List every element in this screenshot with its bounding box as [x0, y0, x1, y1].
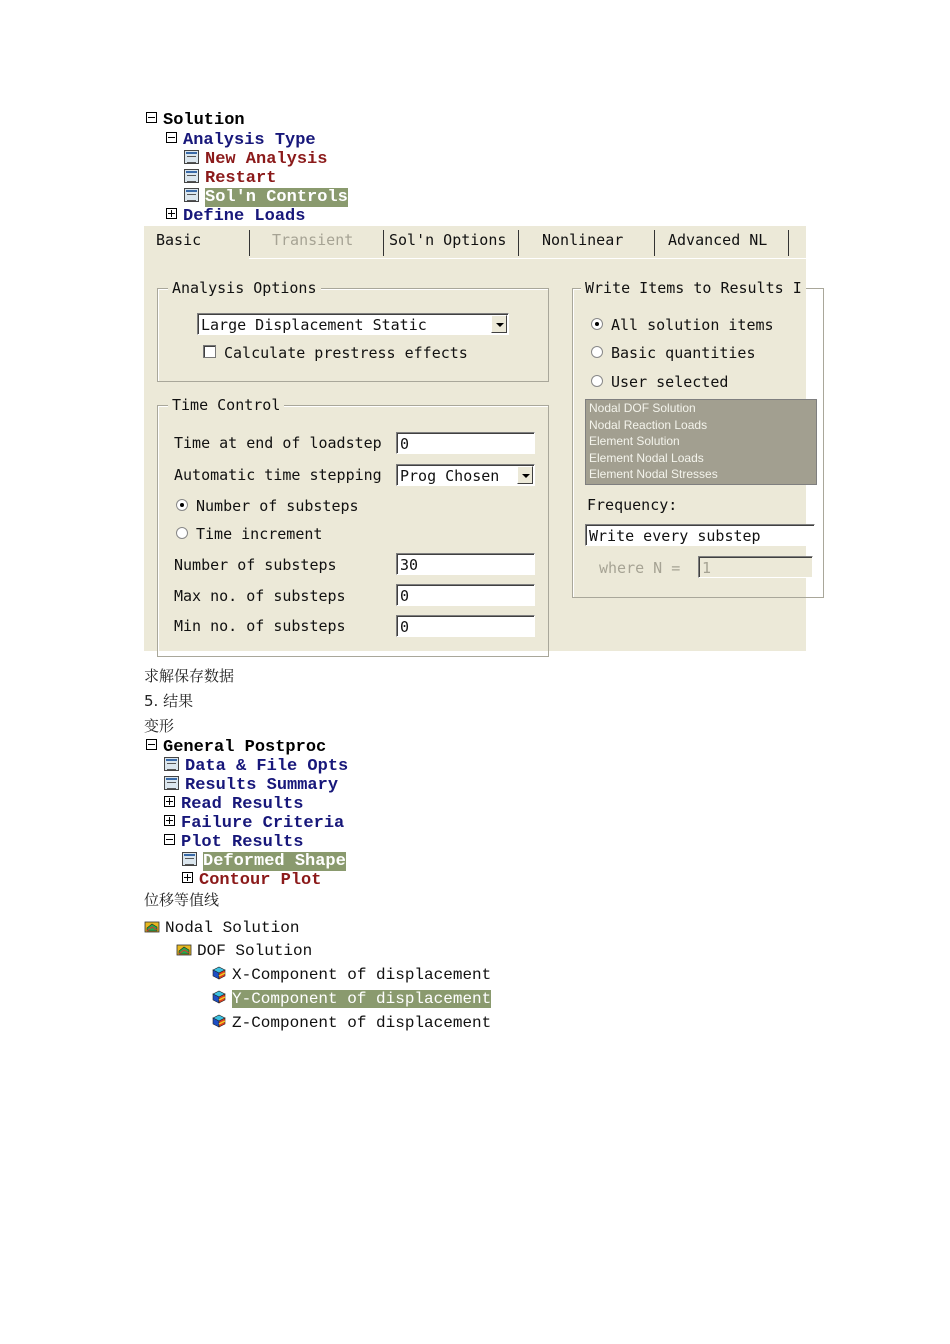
list-item[interactable]: Element Solution	[589, 434, 680, 449]
frequency-label: Frequency:	[587, 496, 678, 514]
time-control-legend: Time Control	[168, 396, 284, 414]
tree-item-y-component[interactable]	[211, 989, 491, 1009]
time-end-input[interactable]	[396, 432, 535, 454]
tree-label: Results Summary	[185, 776, 339, 795]
tab-label: Sol'n Options	[389, 231, 507, 249]
select-value: Write every substep	[589, 527, 761, 545]
tree-label: Failure Criteria	[181, 814, 345, 833]
tree-item-general-postproc[interactable]	[146, 738, 326, 757]
tree-item-nodal-solution[interactable]	[144, 918, 299, 938]
tree-label: Solution	[163, 111, 245, 130]
contour-cube-icon	[211, 1014, 227, 1028]
radio-icon[interactable]	[176, 499, 188, 511]
radio-time-increment[interactable]	[176, 525, 322, 543]
tree-item-data-file-opts[interactable]	[164, 757, 348, 776]
num-substeps-label: Number of substeps	[174, 556, 337, 574]
dialog-doc-icon	[184, 188, 199, 202]
expand-icon[interactable]	[182, 872, 193, 883]
radio-label: Number of substeps	[196, 497, 359, 515]
tree-item-z-component[interactable]	[211, 1013, 491, 1033]
nodal-solution-tree	[144, 916, 504, 1030]
select-value: Large Displacement Static	[201, 316, 427, 334]
tree-item-read-results[interactable]	[164, 795, 303, 814]
tree-label: Plot Results	[181, 833, 304, 852]
expand-icon[interactable]	[164, 815, 175, 826]
tab-label: Basic	[156, 231, 202, 249]
max-substeps-label: Max no. of substeps	[174, 587, 346, 605]
tree-item-soln-controls[interactable]	[184, 188, 348, 207]
tab-label: Advanced NL	[668, 231, 768, 249]
radio-label: All solution items	[611, 316, 774, 334]
tab-label: Nonlinear	[542, 231, 624, 249]
collapse-icon[interactable]	[146, 112, 157, 123]
folder-plot-icon	[144, 919, 160, 933]
solution-tree	[146, 111, 366, 226]
tree-label: Y-Component of displacement	[232, 990, 492, 1008]
analysis-type-select[interactable]	[197, 313, 509, 335]
solution-controls-dialog	[144, 226, 806, 651]
contour-cube-icon	[211, 990, 227, 1004]
min-substeps-input[interactable]	[396, 615, 535, 637]
radio-icon[interactable]	[591, 318, 603, 330]
write-items-legend: Write Items to Results I	[581, 279, 806, 297]
dialog-doc-icon	[164, 757, 179, 771]
results-heading: 5. 结果	[144, 692, 194, 710]
prestress-checkbox[interactable]	[203, 344, 468, 362]
tree-label: New Analysis	[205, 150, 328, 169]
postproc-tree	[146, 738, 376, 890]
expand-icon[interactable]	[166, 208, 177, 219]
radio-basic-quantities[interactable]	[591, 344, 756, 362]
max-substeps-input[interactable]	[396, 584, 535, 606]
radio-label: User selected	[611, 373, 729, 391]
where-n-label: where N =	[599, 559, 681, 577]
where-n-input[interactable]	[698, 556, 813, 578]
folder-plot-icon	[176, 942, 192, 956]
tree-label: Analysis Type	[183, 131, 316, 150]
input-value: 0	[400, 618, 410, 636]
time-end-label: Time at end of loadstep	[174, 434, 382, 452]
tab-soln-options[interactable]	[389, 226, 506, 256]
displacement-contour-text: 位移等值线	[144, 891, 220, 909]
tree-item-results-summary[interactable]	[164, 776, 338, 795]
dialog-doc-icon	[164, 776, 179, 790]
auto-step-label: Automatic time stepping	[174, 466, 382, 484]
input-value: 1	[702, 559, 712, 577]
input-value: 0	[400, 587, 410, 605]
tree-item-dof-solution[interactable]	[176, 941, 312, 961]
tree-item-analysis-type[interactable]	[166, 131, 316, 150]
chevron-down-icon[interactable]	[517, 466, 533, 484]
tab-transient[interactable]	[272, 226, 353, 256]
tree-item-solution[interactable]	[146, 111, 245, 130]
tree-label: X-Component of displacement	[232, 966, 492, 984]
tab-divider	[654, 230, 655, 256]
tree-item-x-component[interactable]	[211, 965, 491, 985]
tree-item-new-analysis[interactable]	[184, 150, 327, 169]
dialog-doc-icon	[182, 852, 197, 866]
tab-advanced-nl[interactable]	[668, 226, 767, 256]
radio-icon[interactable]	[176, 527, 188, 539]
num-substeps-input[interactable]	[396, 553, 535, 575]
contour-cube-icon	[211, 966, 227, 980]
radio-all-solution-items[interactable]	[591, 316, 774, 334]
chevron-down-icon[interactable]	[491, 315, 507, 333]
tree-label: Sol'n Controls	[205, 188, 348, 207]
checkbox-icon[interactable]	[203, 345, 216, 358]
list-item[interactable]: Nodal DOF Solution	[589, 401, 696, 415]
collapse-icon[interactable]	[146, 739, 157, 750]
collapse-icon[interactable]	[164, 834, 175, 845]
tab-divider	[383, 230, 384, 256]
radio-label: Time increment	[196, 525, 323, 543]
tree-label: Deformed Shape	[203, 852, 346, 871]
tree-item-define-loads[interactable]	[166, 207, 305, 226]
tree-label: General Postproc	[163, 738, 327, 757]
tab-nonlinear[interactable]	[542, 226, 623, 256]
results-items-list[interactable]	[585, 399, 817, 485]
tab-divider	[518, 230, 519, 256]
tree-label: Read Results	[181, 795, 304, 814]
checkbox-label: Calculate prestress effects	[224, 344, 468, 362]
frequency-select[interactable]	[585, 524, 815, 546]
auto-step-select[interactable]	[396, 464, 535, 486]
tab-divider	[249, 230, 250, 256]
input-value: 0	[400, 435, 410, 453]
list-item[interactable]: Nodal Reaction Loads	[589, 417, 708, 432]
expand-icon[interactable]	[164, 796, 175, 807]
min-substeps-label: Min no. of substeps	[174, 617, 346, 635]
tree-item-deformed-shape[interactable]	[182, 852, 346, 871]
radio-icon[interactable]	[591, 346, 603, 358]
input-value: 30	[400, 556, 419, 574]
radio-label: Basic quantities	[611, 344, 756, 362]
tree-label: Z-Component of displacement	[232, 1014, 492, 1032]
radio-user-selected[interactable]	[591, 373, 728, 391]
tree-label: Contour Plot	[199, 871, 322, 890]
tab-basic[interactable]	[156, 226, 201, 256]
tree-item-failure-criteria[interactable]	[164, 814, 344, 833]
deformation-text: 变形	[144, 717, 175, 735]
tree-label: Nodal Solution	[165, 919, 300, 937]
tree-item-contour-plot[interactable]	[182, 871, 321, 890]
list-item[interactable]: Element Nodal Loads	[589, 450, 704, 465]
dialog-doc-icon	[184, 150, 199, 164]
tab-divider	[788, 230, 789, 256]
tree-item-restart[interactable]	[184, 169, 276, 188]
radio-number-of-substeps[interactable]	[176, 497, 359, 515]
tree-label: DOF Solution	[197, 942, 313, 960]
select-value: Prog Chosen	[400, 467, 500, 485]
collapse-icon[interactable]	[166, 132, 177, 143]
tab-label: Transient	[272, 231, 354, 249]
radio-icon[interactable]	[591, 375, 603, 387]
tab-baseline	[249, 258, 806, 259]
save-data-text: 求解保存数据	[144, 667, 235, 685]
tree-item-plot-results[interactable]	[164, 833, 303, 852]
dialog-doc-icon	[184, 169, 199, 183]
tree-label: Data & File Opts	[185, 757, 349, 776]
analysis-options-legend: Analysis Options	[168, 279, 321, 297]
tree-label: Restart	[205, 169, 277, 188]
list-item[interactable]: Element Nodal Stresses	[589, 467, 718, 482]
tree-label: Define Loads	[183, 207, 306, 226]
